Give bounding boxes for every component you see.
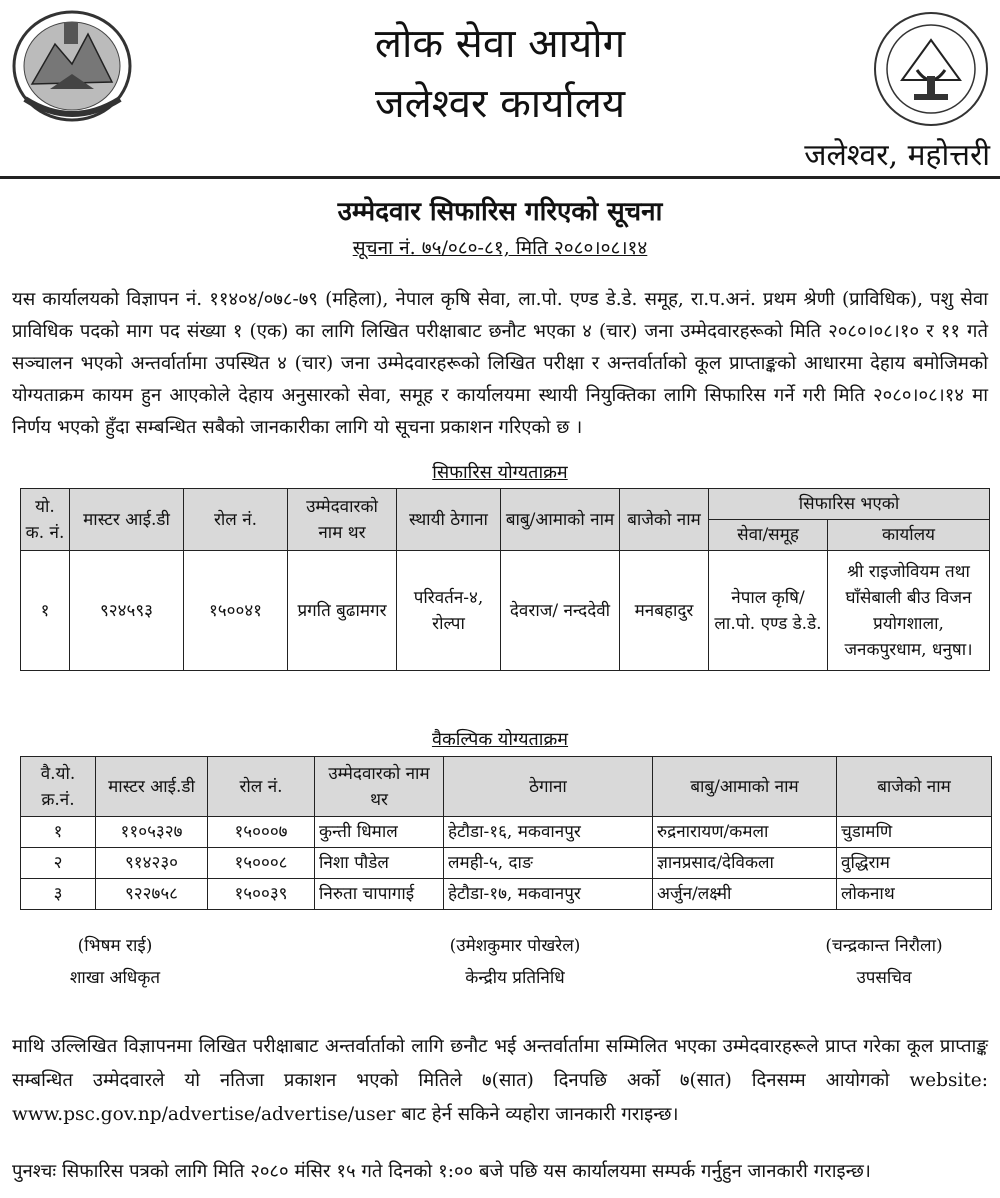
notice-body: यस कार्यालयको विज्ञापन नं. ११४०४/०७८-७९ (महिला), नेपाल कृषि सेवा, ला.पो. एण्ड डे.डे. समूह, रा.प.अनं. प्रथम श्रेणी (प्राविधिक), पशु सेवा प्राविधिक पदको माग पद संख्या १ (एक) का लागि लिखित परीक्षाबाट छनौट भएका ४ (चार) जना उम्मेदवारहरूको मिति २०८०।०८।१० र ११ गते सञ्चालन भएको अन्तर्वार्तामा उपस्थित ४ (चार) जना उम्मेदवारहरूको लिखित परीक्षा र अन्तर्वार्ताको कूल प्राप्ताङ्कको आधारमा देहाय बमोजिमको योग्यताक्रम कायम हुन आएकोले देहाय अनुसारको सेवा, समूह र कार्यालयमा स्थायी नियुक्तिका लागि सिफारिस गर्ने गरी मिति २०८०।०८।१४ मा निर्णय भएको हुँदा सम्बन्धित सबैको जानकारीका लागि यो सूचना प्रकाशन गरिएको छ । bbox=[12, 289, 988, 438]
alt-col-address: ठेगाना bbox=[444, 757, 653, 817]
office-name: जलेश्वर कार्यालय bbox=[374, 81, 626, 127]
alt-col-grandfather: बाजेको नाम bbox=[837, 757, 992, 817]
signatory-name: (उमेशकुमार पोखरेल) bbox=[449, 936, 581, 956]
notice-title: उम्मेदवार सिफारिस गरिएको सूचना bbox=[337, 197, 663, 227]
alt-col-master-id: मास्टर आई.डी bbox=[96, 757, 208, 817]
col-parents: बाबु/आमाको नाम bbox=[501, 489, 620, 551]
alt-cell: निरुता चापागाई bbox=[315, 879, 444, 910]
alternate-table bbox=[20, 756, 992, 910]
notice-ref: सूचना नं. ७५/०८०-८१, मिति २०८०।०८।१४ bbox=[352, 237, 648, 259]
signatory-name: (भिषम राई) bbox=[77, 936, 153, 956]
alt-cell: १ bbox=[21, 817, 96, 848]
alt-cell: १५०००७ bbox=[208, 817, 315, 848]
cell-parents: देवराज/ नन्ददेवी bbox=[501, 551, 620, 671]
footer-note: माथि उल्लिखित विज्ञापनमा लिखित परीक्षाबाट अन्तर्वार्ताको लागि छनौट भई अन्तर्वार्तामा सम्मिलित भएका उम्मेदवारहरूले प्राप्त गरेका कूल प्राप्ताङ्क सम्बन्धित उम्मेदवारले यो नतिजा प्रकाशन भएको मितिले ७(सात) दिनपछि अर्को ७(सात) दिनसम्म आयोगको website: www.psc.gov.np/advertise/advertise/user बाट हेर्न सकिने व्यहोरा जानकारी गराइन्छ। bbox=[12, 1036, 988, 1125]
alt-cell: लमही-५, दाङ bbox=[444, 848, 653, 879]
cell-service: नेपाल कृषि/ला.पो. एण्ड डे.डे. bbox=[709, 551, 828, 671]
table-row bbox=[21, 551, 990, 671]
cell-roll: १५००४१ bbox=[184, 551, 288, 671]
col-office: कार्यालय bbox=[828, 520, 990, 551]
signatory-2 bbox=[385, 930, 645, 994]
col-recommended-group: सिफारिस भएको bbox=[709, 489, 990, 520]
cell-name: प्रगति बुढामगर bbox=[288, 551, 397, 671]
cell-grandfather: मनबहादुर bbox=[620, 551, 709, 671]
alt-cell: २ bbox=[21, 848, 96, 879]
col-sn: यो. क. नं. bbox=[21, 489, 70, 551]
cell-sn: १ bbox=[21, 551, 70, 671]
office-location: जलेश्वर, महोत्तरी bbox=[804, 138, 990, 173]
col-grandfather: बाजेको नाम bbox=[620, 489, 709, 551]
alt-cell: हेटौडा-१७, मकवानपुर bbox=[444, 879, 653, 910]
alt-cell: ९२२७५८ bbox=[96, 879, 208, 910]
alt-cell: अर्जुन/लक्ष्मी bbox=[653, 879, 837, 910]
alt-cell: ज्ञानप्रसाद/देविकला bbox=[653, 848, 837, 879]
footer-postscript: पुनश्चः सिफारिस पत्रको लागि मिति २०८० मंसिर १५ गते दिनको १:०० बजे पछि यस कार्यालयमा सम्पर्क गर्नुहुन जानकारी गराइन्छ। bbox=[12, 1161, 871, 1182]
alt-col-name: उम्मेदवारको नाम थर bbox=[315, 757, 444, 817]
alt-cell: चुडामणि bbox=[837, 817, 992, 848]
col-service: सेवा/समूह bbox=[709, 520, 828, 551]
col-roll: रोल नं. bbox=[184, 489, 288, 551]
alt-cell: ३ bbox=[21, 879, 96, 910]
cell-address: परिवर्तन-४, रोल्पा bbox=[397, 551, 501, 671]
signatory-3 bbox=[754, 930, 1000, 994]
alt-cell: ११०५३२७ bbox=[96, 817, 208, 848]
alt-cell: निशा पौडेल bbox=[315, 848, 444, 879]
signatory-title: केन्द्रीय प्रतिनिधि bbox=[465, 968, 565, 988]
alternate-caption: वैकल्पिक योग्यताक्रम bbox=[431, 729, 569, 750]
col-name: उम्मेदवारको नाम थर bbox=[288, 489, 397, 551]
table-row bbox=[21, 817, 992, 848]
org-name: लोक सेवा आयोग bbox=[374, 21, 626, 67]
alt-col-roll: रोल नं. bbox=[208, 757, 315, 817]
col-master-id: मास्टर आई.डी bbox=[70, 489, 184, 551]
header-divider bbox=[0, 176, 1000, 179]
alt-col-parents: बाबु/आमाको नाम bbox=[653, 757, 837, 817]
alt-cell: हेटौडा-१६, मकवानपुर bbox=[444, 817, 653, 848]
cell-master-id: ९२४५९३ bbox=[70, 551, 184, 671]
alt-cell: लोकनाथ bbox=[837, 879, 992, 910]
table-row bbox=[21, 879, 992, 910]
signatory-title: शाखा अधिकृत bbox=[69, 968, 161, 988]
alt-cell: १५०००८ bbox=[208, 848, 315, 879]
alt-cell: कुन्ती धिमाल bbox=[315, 817, 444, 848]
col-address: स्थायी ठेगाना bbox=[397, 489, 501, 551]
signatory-name: (चन्द्रकान्त निरौला) bbox=[825, 936, 943, 956]
alt-col-sn: वै.यो. क्र.नं. bbox=[21, 757, 96, 817]
alt-cell: ९१४२३० bbox=[96, 848, 208, 879]
cell-office: श्री राइजोवियम तथा घाँसेबाली बीउ विजन प्रयोगशाला, जनकपुरधाम, धनुषा। bbox=[828, 551, 990, 671]
alt-cell: १५००३९ bbox=[208, 879, 315, 910]
recommended-table bbox=[20, 488, 990, 671]
signatory-1 bbox=[0, 930, 245, 994]
alt-cell: वुद्धिराम bbox=[837, 848, 992, 879]
alt-cell: रुद्रनारायण/कमला bbox=[653, 817, 837, 848]
signatory-title: उपसचिव bbox=[856, 968, 912, 988]
recommended-caption: सिफारिस योग्यताक्रम bbox=[432, 462, 568, 483]
table-row bbox=[21, 848, 992, 879]
